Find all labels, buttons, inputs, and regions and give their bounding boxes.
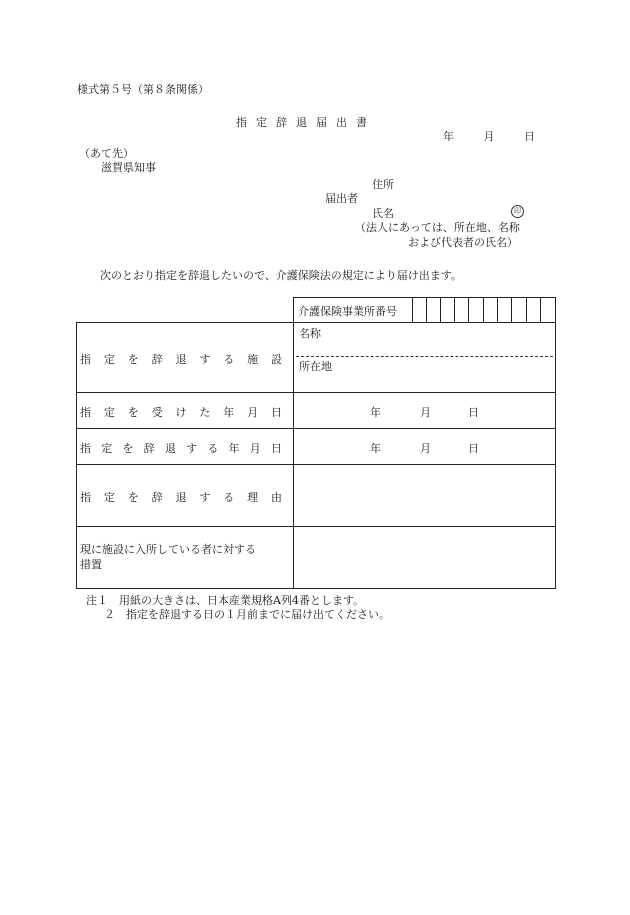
table-border [76, 322, 556, 323]
reason-field[interactable] [296, 468, 551, 522]
measure-field[interactable] [296, 530, 551, 584]
digit-box[interactable] [454, 297, 455, 322]
insurance-number-label: 介護保険事業所番号 [298, 305, 397, 318]
year-unit: 年 [370, 406, 381, 419]
date-day-unit: 日 [524, 130, 535, 143]
row-divider [76, 526, 556, 527]
digit-box[interactable] [412, 297, 413, 322]
withdraw-date-field[interactable] [370, 440, 479, 456]
seal-icon: 印 [511, 205, 524, 218]
digit-box[interactable] [540, 297, 541, 322]
table-border [293, 297, 556, 298]
facility-row-label: 指 定 を 辞 退 す る 施 設 [80, 353, 282, 366]
digit-box[interactable] [511, 297, 512, 322]
footnote-2: ２ 指定を辞退する日の１月前までに届け出てください。 [104, 608, 390, 621]
footnote-1: 注１ 用紙の大きさは、日本産業規格A列4番とします。 [86, 594, 365, 607]
withdraw-date-label: 指 定 を 辞 退 す る 年 月 日 [80, 442, 282, 455]
facility-location-label: 所在地 [299, 360, 332, 373]
digit-box[interactable] [526, 297, 527, 322]
notifier-label: 届出者 [325, 192, 358, 205]
table-border [76, 322, 77, 589]
notifier-name-label: 氏名 [372, 207, 394, 220]
row-divider [76, 392, 556, 393]
form-number: 様式第５号（第８条関係） [77, 83, 209, 96]
dotted-divider [296, 356, 553, 357]
measure-label-line1: 現に施設に入所している者に対する [80, 543, 256, 556]
table-border [555, 297, 556, 589]
row-divider [76, 428, 556, 429]
day-unit: 日 [468, 442, 479, 455]
date-year-unit: 年 [443, 130, 454, 143]
month-unit: 月 [420, 442, 431, 455]
statement: 次のとおり指定を辞退したいので、介護保険法の規定により届け出ます。 [100, 269, 462, 282]
submission-date [443, 130, 535, 143]
date-month-unit: 月 [483, 130, 495, 143]
month-unit: 月 [420, 406, 431, 419]
digit-box[interactable] [483, 297, 484, 322]
document-title: 指定辞退届出書 [236, 116, 376, 129]
day-unit: 日 [468, 406, 479, 419]
year-unit: 年 [370, 442, 381, 455]
designated-date-label: 指 定 を 受 け た 年 月 日 [80, 406, 282, 419]
table-border [76, 588, 556, 589]
digit-box[interactable] [468, 297, 469, 322]
digit-box[interactable] [426, 297, 427, 322]
addressee-label: （あて先） [79, 147, 134, 160]
measure-label-line2: 措置 [80, 558, 102, 571]
corporation-note-line2: および代表者の氏名） [408, 236, 518, 249]
designated-date-field[interactable] [370, 404, 479, 420]
notifier-address-label: 住所 [372, 178, 394, 191]
digit-box[interactable] [497, 297, 498, 322]
digit-box[interactable] [440, 297, 441, 322]
addressee: 滋賀県知事 [101, 161, 156, 174]
table-divider [293, 297, 294, 589]
reason-label: 指 定 を 辞 退 す る 理 由 [80, 491, 282, 504]
facility-name-label: 名称 [299, 327, 321, 340]
corporation-note-line1: （法人にあっては、所在地、名称 [355, 221, 520, 234]
row-divider [76, 464, 556, 465]
